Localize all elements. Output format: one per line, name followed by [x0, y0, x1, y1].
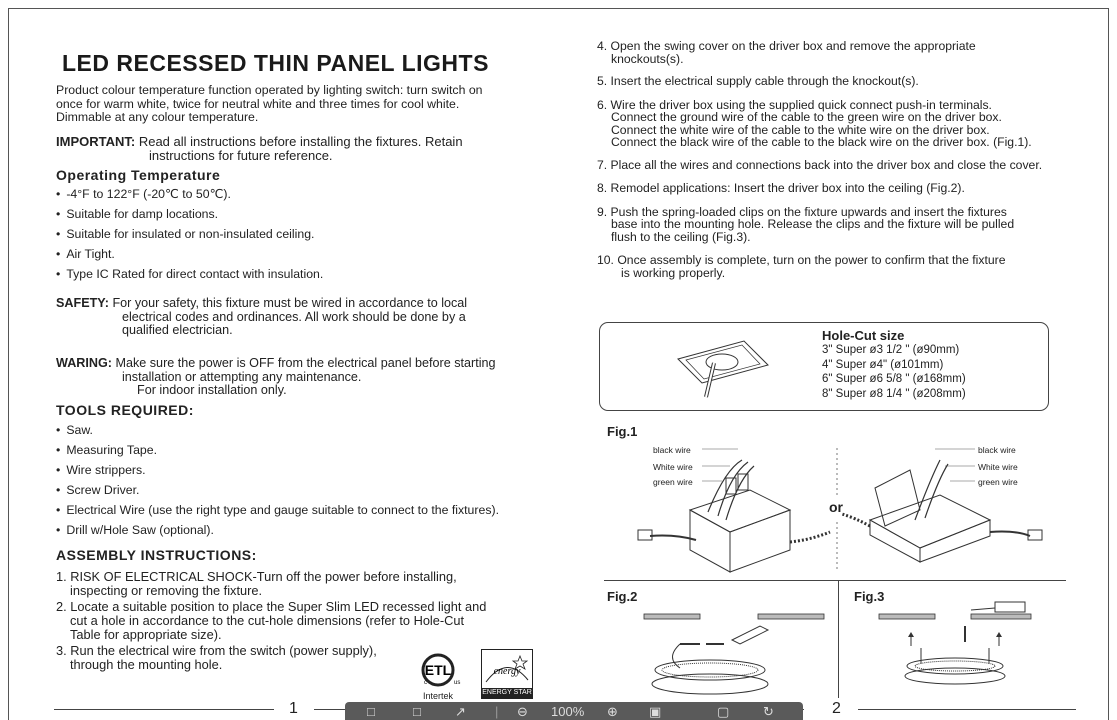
zoom-in-icon[interactable]: ⊕	[607, 704, 618, 719]
warning-label: WARING:	[56, 356, 112, 370]
list-item: • Measuring Tape.	[56, 443, 499, 457]
step: 8. Remodel applications: Insert the driver box into the ceiling (Fig.2).	[597, 181, 965, 195]
figure-divider	[604, 580, 1066, 581]
fig3-illustration	[875, 598, 1035, 698]
list-item: • Suitable for insulated or non-insulated ceiling.	[56, 227, 323, 241]
operating-heading: Operating Temperature	[56, 167, 221, 183]
list-item: • Electrical Wire (use the right type and gauge suitable to connect to the fixtures).	[56, 503, 499, 517]
hole-cut-title: Hole-Cut size	[822, 328, 905, 343]
fig1-label: Fig.1	[607, 424, 638, 439]
safety-note: SAFETY: For your safety, this fixture must be wired in accordance to local electrical codes and ordinances. All work should be done by a qualified electrician.	[56, 296, 468, 337]
svg-text:ETL: ETL	[424, 662, 452, 678]
svg-text:energy: energy	[493, 666, 521, 677]
step: 7. Place all the wires and connections back into the driver box and close the cover.	[597, 157, 1043, 172]
wire-label-white-2: White wire	[978, 462, 1018, 472]
list-item: • Screw Driver.	[56, 483, 499, 497]
hole-cut-table	[822, 343, 966, 401]
energy-star-label: ENERGY STAR	[482, 689, 532, 696]
fit-page-icon[interactable]: ▣	[649, 704, 662, 719]
safety-label: SAFETY:	[56, 296, 109, 310]
assembly-steps-right	[597, 40, 1102, 279]
toolbar-separator: |	[495, 704, 499, 719]
step: 1. RISK OF ELECTRICAL SHOCK-Turn off the power before installing, inspecting or removing the fixture.	[56, 569, 457, 598]
step: 4. Open the swing cover on the driver box and remove the appropriate knockouts(s).	[597, 39, 976, 66]
step: 2. Locate a suitable position to place the Super Slim LED recessed light and cut a hole in accordance to the cut-hole dimensions (refer to Hole-Cut Table for appropriate size).	[56, 599, 487, 642]
list-item: • Air Tight.	[56, 247, 323, 261]
important-label: IMPORTANT:	[56, 134, 136, 149]
footer-rule	[54, 709, 274, 710]
assembly-heading: ASSEMBLY INSTRUCTIONS:	[56, 547, 257, 563]
list-item: • Drill w/Hole Saw (optional).	[56, 523, 499, 537]
hole-cut-row: 4" Super ø4" (ø101mm)	[822, 358, 944, 371]
wire-label-black-2: black wire	[978, 445, 1016, 455]
figure-divider-vertical	[838, 580, 839, 698]
intro-paragraph: Product colour temperature function operated by lighting switch: turn switch on once for warm white, twice for neutral white and three times for cool white. Dimmable at any colour temperature.	[56, 83, 483, 124]
list-item: • Suitable for damp locations.	[56, 207, 323, 221]
list-item: • -4°F to 122°F (-20℃ to 50℃).	[56, 187, 323, 201]
fig3-label: Fig.3	[854, 589, 885, 604]
wire-label-green-2: green wire	[978, 477, 1018, 487]
wire-label-white: White wire	[653, 462, 693, 472]
intertek-label: Intertek	[423, 691, 454, 701]
page-number-left: 1	[289, 700, 298, 717]
hole-cut-box	[599, 322, 1049, 411]
viewer-toolbar	[345, 702, 803, 720]
step: 6. Wire the driver box using the supplied quick connect push-in terminals. Connect the ground wire of the cable to the green wire on the driver box. Connect the white wire of the cable to the white wire on the driver box. Connect the black wire of the cable to the black wire on the driver box. (Fig.1).	[597, 97, 1032, 149]
hole-cut-row: 3" Super ø3 1/2 " (ø90mm)	[822, 344, 960, 356]
list-item: • Saw.	[56, 423, 499, 437]
fig2-label: Fig.2	[607, 589, 638, 604]
save-icon[interactable]: □	[367, 704, 375, 719]
svg-text:us: us	[454, 680, 461, 686]
share-icon[interactable]: ↗	[455, 704, 466, 719]
energy-star-logo	[481, 649, 533, 699]
zoom-out-icon[interactable]: ⊖	[517, 704, 528, 719]
fig2-illustration	[640, 608, 830, 700]
svg-text:c: c	[424, 680, 427, 686]
warning-note: WARING: Make sure the power is OFF from the electrical panel before starting installation or attempting any maintenance. For indoor installation only.	[56, 356, 496, 397]
zoom-level[interactable]: 100%	[551, 704, 585, 719]
fullscreen-icon[interactable]: ▢	[717, 704, 730, 719]
or-label: or	[829, 499, 843, 515]
hole-cut-row: 6" Super ø6 5/8 " (ø168mm)	[822, 373, 966, 385]
step: 10. Once assembly is complete, turn on the power to confirm that the fixture is working properly.	[597, 253, 1006, 280]
page-number-right: 2	[832, 700, 841, 717]
hole-cut-illustration	[672, 335, 772, 401]
step: 3. Run the electrical wire from the switch (power supply), through the mounting hole.	[56, 643, 377, 672]
hole-cut-row: 8" Super ø8 1/4 " (ø208mm)	[822, 387, 966, 400]
operating-list	[56, 187, 323, 281]
print-icon[interactable]: □	[413, 704, 421, 719]
etl-logo	[418, 650, 464, 696]
list-item: • Wire strippers.	[56, 463, 499, 477]
footer-rule	[858, 709, 1076, 710]
list-item: • Type IC Rated for direct contact with insulation.	[56, 267, 323, 281]
tools-heading: TOOLS REQUIRED:	[56, 402, 194, 418]
wire-label-black: black wire	[653, 445, 691, 455]
wire-label-green: green wire	[653, 477, 693, 487]
fig1-illustration	[630, 440, 1070, 580]
page-title: LED RECESSED THIN PANEL LIGHTS	[62, 50, 489, 76]
step: 9. Push the spring-loaded clips on the fixture upwards and insert the fixtures base into the mounting hole. Release the clips and the fixture will be pulled flush to the ceiling (Fig.3).	[597, 204, 1015, 244]
step: 5. Insert the electrical supply cable through the knockout(s).	[597, 74, 919, 88]
important-note: IMPORTANT: Read all instructions before installing the fixtures. Retain instructions for future reference.	[56, 134, 463, 163]
tools-list	[56, 423, 499, 537]
rotate-icon[interactable]: ↻	[763, 704, 774, 719]
